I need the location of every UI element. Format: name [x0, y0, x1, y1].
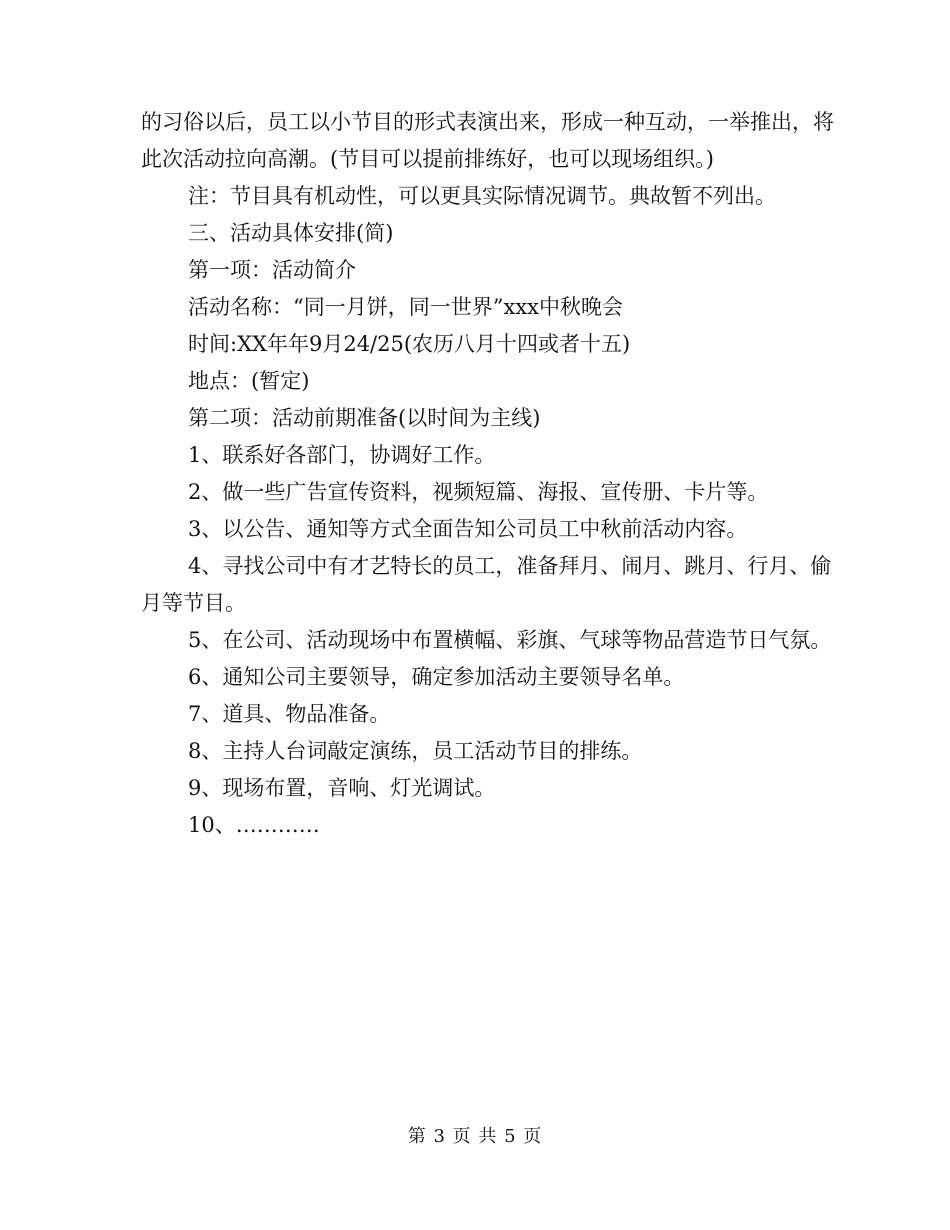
list-item-1: 1、联系好各部门，协调好工作。: [188, 443, 496, 467]
paragraph-2: 注：节目具有机动性，可以更具实际情况调节。典故暂不列出。: [188, 184, 776, 208]
list-item-8: 8、主持人台词敲定演练，员工活动节目的排练。: [188, 739, 643, 763]
paragraph-1: 的习俗以后，员工以小节目的形式表演出来，形成一种互动，一举推出，将此次活动拉向高潮。(节目可以提前排练好，也可以现场组织。): [141, 110, 834, 171]
subsection-heading-2: 第二项：活动前期准备(以时间为主线): [188, 406, 541, 430]
page-number: 第 3 页 共 5 页: [407, 1126, 543, 1147]
list-item-2: 2、做一些广告宣传资料，视频短篇、海报、宣传册、卡片等。: [188, 480, 769, 504]
list-item-7: 7、道具、物品准备。: [188, 702, 391, 726]
list-item-10: 10、…………: [188, 813, 320, 837]
activity-name: 活动名称：“同一月饼，同一世界”xxx中秋晚会: [188, 295, 623, 319]
subsection-heading-1: 第一项：活动简介: [188, 258, 356, 282]
list-item-9: 9、现场布置，音响、灯光调试。: [188, 776, 496, 800]
activity-location: 地点：(暂定): [188, 369, 310, 393]
document-body: [141, 104, 841, 844]
list-item-6: 6、通知公司主要领导，确定参加活动主要领导名单。: [188, 665, 685, 689]
section-heading: 三、活动具体安排(简): [188, 221, 394, 245]
list-item-4: 4、寻找公司中有才艺特长的员工，准备拜月、闹月、跳月、行月、偷月等节目。: [141, 554, 832, 615]
activity-time: 时间:XX年年9月24/25(农历八月十四或者十五): [188, 332, 631, 356]
list-item-3: 3、以公告、通知等方式全面告知公司员工中秋前活动内容。: [188, 517, 748, 541]
list-item-5: 5、在公司、活动现场中布置横幅、彩旗、气球等物品营造节日气氛。: [188, 628, 832, 652]
